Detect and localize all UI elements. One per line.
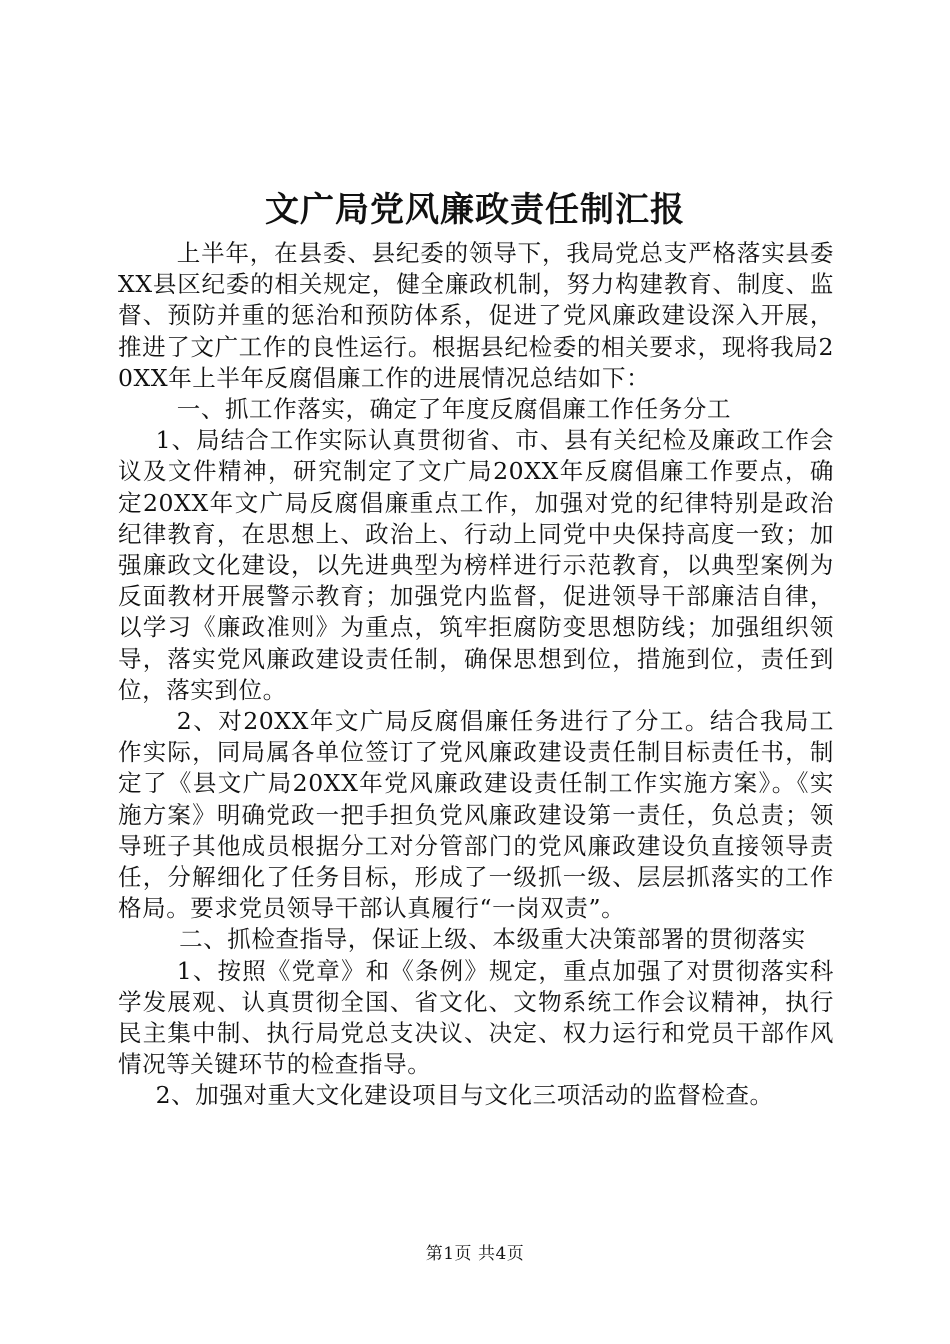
paragraph-2-1: 1、按照《党章》和《条例》规定，重点加强了对贯彻落实科学发展观、认真贯彻全国、省文化、文物系统工作会议精神，执行民主集中制、执行局党总支决议、决定、权力运行和党员干部作风情况等关键环节的检查指导。: [118, 956, 834, 1079]
document-title: 文广局党风廉政责任制汇报: [265, 190, 685, 230]
paragraph-2-2: 2、加强对重大文化建设项目与文化三项活动的监督检查。: [155, 1081, 774, 1110]
section-heading-1: 一、抓工作落实，确定了年度反腐倡廉工作任务分工: [176, 395, 732, 424]
section-heading-2: 二、抓检查指导，保证上级、本级重大决策部署的贯彻落实: [179, 925, 806, 954]
paragraph-1-2: 2、对20XX年文广局反腐倡廉任务进行了分工。结合我局工作实际，同局属各单位签订了党风廉政建设责任制目标责任书，制定了《县文广局20XX年党风廉政建设责任制工作实施方案》。《实施方案》明确党政一把手担负党风廉政建设第一责任，负总责；领导班子其他成员根据分工对分管部门的党风廉政建设负直接领导责任，分解细化了任务目标，形成了一级抓一级、层层抓落实的工作格局。要求党员领导干部认真履行“一岗双责”。: [118, 707, 834, 923]
document-body: [118, 238, 834, 1112]
paragraph-intro: 上半年，在县委、县纪委的领导下，我局党总支严格落实县委XX县区纪委的相关规定，健全廉政机制，努力构建教育、制度、监督、预防并重的惩治和预防体系，促进了党风廉政建设深入开展，推进了文广工作的良性运行。根据县纪检委的相关要求，现将我局20XX年上半年反腐倡廉工作的进展情况总结如下：: [118, 239, 834, 392]
page-number-footer: 第1页 共4页: [425, 1244, 525, 1264]
paragraph-1-1: 1、局结合工作实际认真贯彻省、市、县有关纪检及廉政工作会议及文件精神，研究制定了文广局20XX年反腐倡廉工作要点，确定20XX年文广局反腐倡廉重点工作，加强对党的纪律特别是政治纪律教育，在思想上、政治上、行动上同党中央保持高度一致；加强廉政文化建设，以先进典型为榜样进行示范教育，以典型案例为反面教材开展警示教育；加强党内监督，促进领导干部廉洁自律，以学习《廉政准则》为重点，筑牢拒腐防变思想防线；加强组织领导，落实党风廉政建设责任制，确保思想到位，措施到位，责任到位，落实到位。: [118, 426, 834, 704]
